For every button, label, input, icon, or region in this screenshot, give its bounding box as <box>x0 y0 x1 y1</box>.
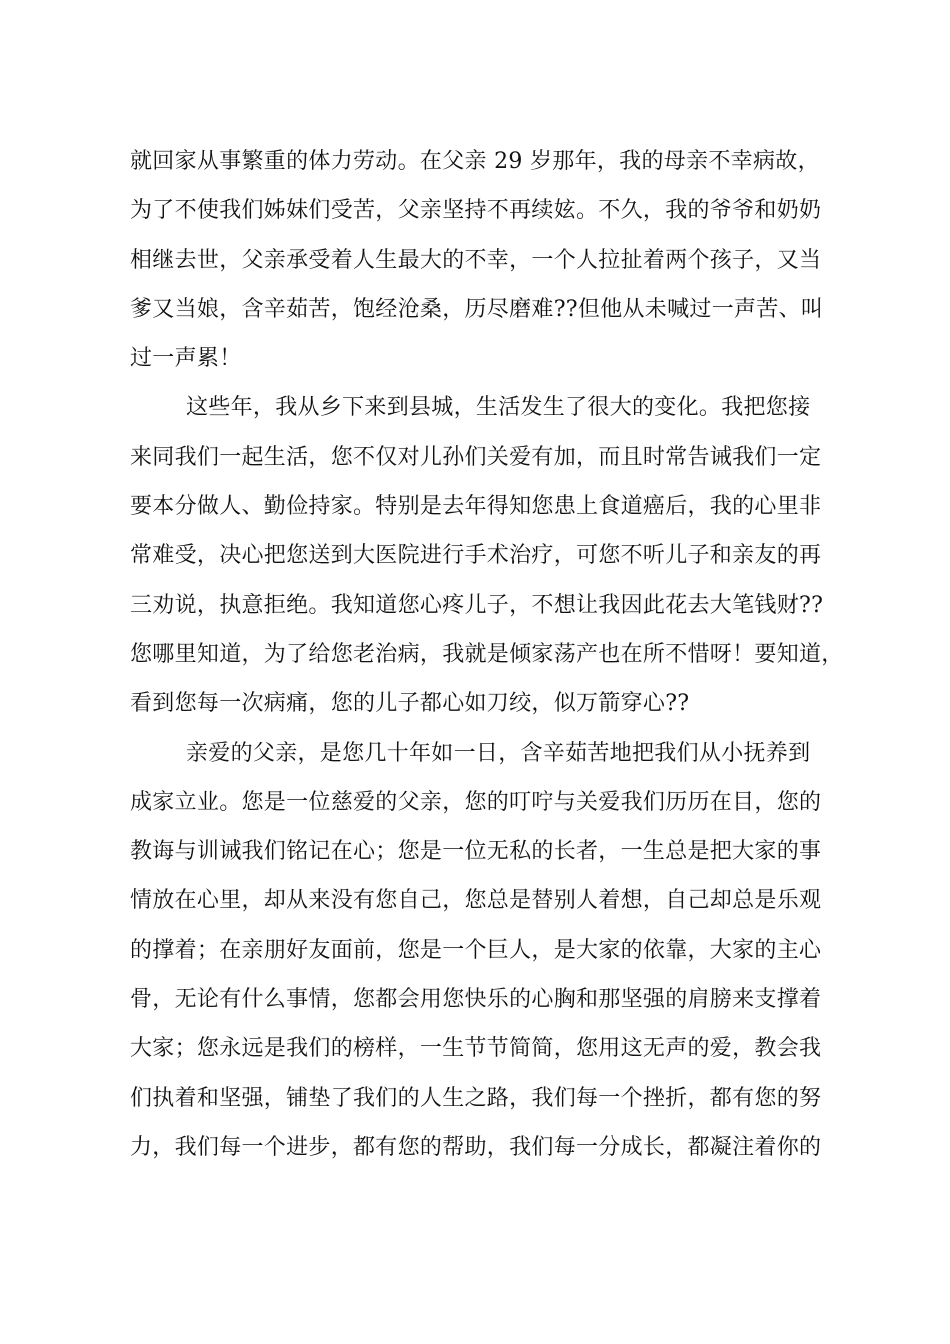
text-line: 看到您每一次病痛，您的儿子都心如刀绞，似万箭穿心?? <box>130 691 690 717</box>
paragraph-start-line: 这些年，我从乡下来到县城，生活发生了很大的变化。我把您接 <box>186 395 811 421</box>
text-line: 您哪里知道，为了给您老治病，我就是倾家荡产也在所不惜呀！要知道， <box>130 641 844 667</box>
text-line: 力，我们每一个进步，都有您的帮助，我们每一分成长，都凝注着你的 <box>130 1134 822 1160</box>
body-text <box>130 137 844 1172</box>
text-line: 相继去世，父亲承受着人生最大的不幸，一个人拉扯着两个孩子，又当 <box>130 247 822 273</box>
text-line: 要本分做人、勤俭持家。特别是去年得知您患上食道癌后，我的心里非 <box>130 494 822 520</box>
text-line: 过一声累！ <box>130 346 242 372</box>
text-line: 成家立业。您是一位慈爱的父亲，您的叮咛与关爱我们历历在目，您的 <box>130 789 822 815</box>
text-line: 为了不使我们姊妹们受苦，父亲坚持不再续妶。不久，我的爷爷和奶奶 <box>130 198 822 224</box>
text-line: 爹又当娘，含辛茹苦，饱经沧桑，历尽磨难??但他从未喊过一声苦、叫 <box>130 296 824 322</box>
text-line: 骨，无论有什么事情，您都会用您快乐的心胸和那坚强的肩膀来支撑着 <box>130 987 822 1013</box>
text-line: 教诲与训诫我们铭记在心；您是一位无私的长者，一生总是把大家的事 <box>130 839 822 865</box>
text-line: 大家；您永远是我们的榜样，一生节节简简，您用这无声的爱，教会我 <box>130 1036 822 1062</box>
text-line: 们执着和坚强，铺垫了我们的人生之路，我们每一个挫折，都有您的努 <box>130 1085 822 1111</box>
text-line: 常难受，决心把您送到大医院进行手术治疗，可您不听儿子和亲友的再 <box>130 543 822 569</box>
text-line: 情放在心里，却从来没有您自己，您总是替别人着想，自己却总是乐观 <box>130 888 822 914</box>
text-line: 三劝说，执意拒绝。我知道您心疼儿子，不想让我因此花去大笔钱财?? <box>130 592 824 618</box>
text-line: 的撑着；在亲朋好友面前，您是一个巨人，是大家的依靠，大家的主心 <box>130 937 822 963</box>
text-line: 来同我们一起生活，您不仅对儿孙们关爱有加，而且时常告诫我们一定 <box>130 444 822 470</box>
text-line: 就回家从事繁重的体力劳动。在父亲 29 岁那年，我的母亲不幸病故， <box>130 149 820 174</box>
paragraph-start-line: 亲爱的父亲，是您几十年如一日，含辛茹苦地把我们从小抚养到 <box>186 740 811 766</box>
